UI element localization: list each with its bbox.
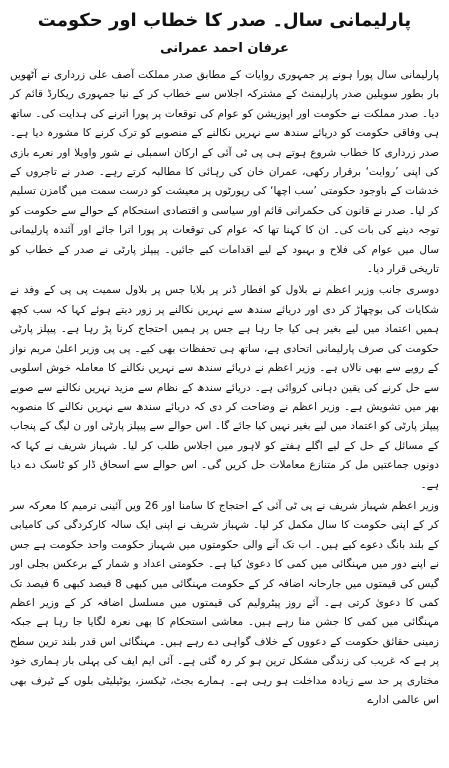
article-paragraph-1: پارلیمانی سال پورا ہونے پر جمہوری روایات کے مطابق صدر مملکت آصف علی زرداری نے آٹھویں بار بطور سویلین صدر پارلیمنٹ کے مشترکہ اجلاس سے خطاب کر کے نیا جمہوری ریکارڈ قائم کر دیا۔ صدر مملکت نے حکومت اور اپوزیشن کو عوام کی توقعات پر پورا اترنے کی ہدایت کی۔ ساتھ ہی وفاقی حکومت کو دریائے سندھ سے نہریں نکالنے کے منصوبے کو ترک کرنے کا مشورہ دیا ہے۔ صدر زرداری کا خطاب شروع ہوتے ہی پی ٹی آئی کے ارکان اسمبلی نے شور واویلا اور نعرے بازی کی اپنی ’روایت‘ برقرار رکھی، عمران خان کی رہائی کا مطالبہ کرتے رہے۔ صدر نے تاجروں کے خدشات کے باوجود حکومتی ’سب اچھا‘ کی رپورٹوں پر معیشت کو درست سمت میں گامزن تسلیم کر لیا۔ صدر نے قانون کی حکمرانی قائم اور سیاسی و اقتصادی استحکام کے حوالے سے حکومت کو توجہ دینے کی بات کی۔ ان کا کہنا تھا کہ عوام کی توقعات پر پورا اترا جائے اور آئندہ پارلیمانی سال میں عوام کی فلاح و بہبود کے لیے اقدامات کیے جائیں۔ پیپلز پارٹی نے صدر کے خطاب کو تاریخی قرار دیا۔ [10,69,439,276]
article-paragraph-2: دوسری جانب وزیر اعظم نے بلاول کو افطار ڈنر پر بلایا جس پر بلاول سمیت پی پی کے وفد نے شکایات کی بوچھاڑ کر دی اور دریائے سندھ سے نہریں نکالنے پر زور دیتے ہوئے کہا کہ سب کچھ ہمیں اعتماد میں لیے بغیر ہی کیا جا رہا ہے جس پر ہمیں احتجاج کرنا پڑ رہا ہے۔ پیپلز پارٹی حکومت کی صرف پارلیمانی اتحادی ہے، ساتھ ہی تحفظات بھی کیے۔ پی پی وزیر اعلیٰ مریم نواز کے رویے سے بھی نالاں ہے۔ وزیر اعظم نے دریائے سندھ سے نہریں نکالنے کا معاملہ خوش اسلوبی سے حل کرنے کی یقین دہانی کروائی ہے۔ دریائے سندھ کے نظام سے مزید نہریں نکالنے سے صوبے بھر میں تشویش ہے۔ وزیر اعظم نے وضاحت کر دی کہ دریائے سندھ سے نہریں نکالنے کا منصوبہ پیپلز پارٹی کو اعتماد میں لیے بغیر نہیں کیا جائے گا۔ اس حوالے سے پیپلز پارٹی اور ن لیگ کے پنجاب کے مسائل کے حل کے لیے اگلے ہفتے کو لاہور میں اجلاس طلب کر لیا۔ شہباز شریف نے کہا کہ دونوں جماعتیں مل کر متنازع معاملات حل کریں گی۔ اس حوالے سے اسحاق ڈار کو ٹاسک دے دیا ہے۔ [10,284,439,491]
article-author: عرفان احمد عمرانی [160,41,289,56]
article-paragraph-3: وزیر اعظم شہباز شریف نے پی ٹی آئی کے احتجاج کا سامنا اور 26 ویں آئینی ترمیم کا معرکہ سر کر کے اپنی حکومت کا سال مکمل کر لیا۔ شہباز شریف نے اپنی ایک سالہ کارکردگی کی کامیابی کے بلند بانگ دعوے کیے ہیں۔ اب تک آنے والی حکومتوں میں شہباز حکومت واحد حکومت ہے جس نے اپنے دور میں مہنگائی میں کمی کا دعویٰ کیا ہے۔ حکومتی اعداد و شمار کے برعکس بجلی اور گیس کی قیمتوں میں جارحانہ اضافہ کر کے حکومت مہنگائی میں کبھی 8 فیصد کبھی 6 فیصد تک کمی کا دعویٰ کرتی ہے۔ آئے روز پیٹرولیم کی قیمتوں میں مسلسل اضافہ کر کے وزیر اعظم مہنگائی میں کمی کا جشن منا رہے ہیں۔ معاشی استحکام کا بھی نعرہ لگایا جا رہا ہے جبکہ زمینی حقائق حکومت کے دعووں کے خلاف گواہی دے رہے ہیں۔ مہنگائی اس قدر بلند ترین سطح پر ہے کہ غریب کی زندگی مشکل ترین ہو کر رہ گئی ہے۔ آئی ایم ایف کی پہلی بار ہماری خود مختاری پر حد سے زیادہ مداخلت ہو رہی ہے۔ ہمارے بجٹ، ٹیکسز، یوٹیلیٹی بلوں کے ٹیرف بھی اس عالمی ادارے [10,499,440,706]
article-body [10,66,439,710]
article-headline: پارلیمانی سال۔ صدر کا خطاب اور حکومت [37,10,412,31]
